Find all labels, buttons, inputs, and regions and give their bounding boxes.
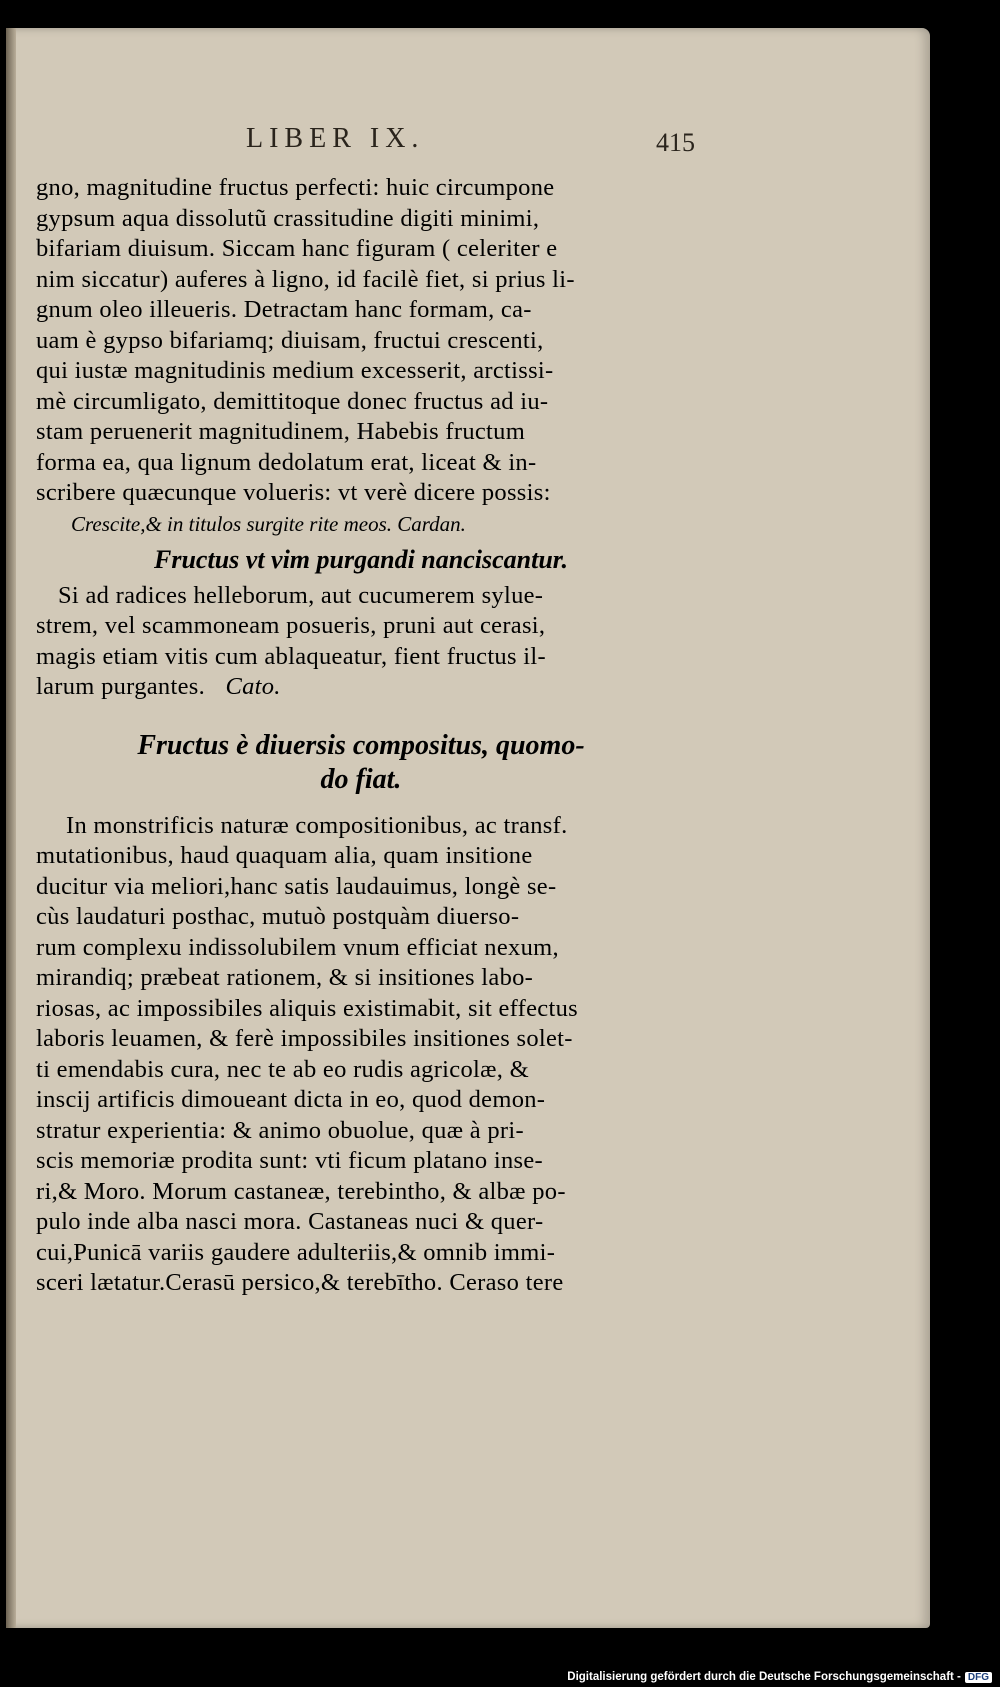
text-line	[36, 672, 686, 703]
text-line: gno, magnitudine fructus perfecti: huic circumpone	[36, 174, 555, 201]
text-line: ti emendabis cura, nec te ab eo rudis agricolæ, &	[36, 1055, 529, 1083]
text-line: uam è gypso bifariamq; diuisam, fructui crescenti,	[36, 326, 544, 354]
text-line: mè circumligato, demittitoque donec fructus ad iu-	[36, 387, 549, 415]
dfg-logo: DFG	[965, 1672, 992, 1683]
text-line: stam peruenerit magnitudinem, Habebis fructum	[36, 418, 526, 445]
text-line: In monstrificis naturæ compositionibus, ac transf.	[66, 811, 568, 839]
text-line: forma ea, qua lignum dedolatum erat, liceat & in-	[36, 448, 537, 476]
text-line: sceri lætatur.Cerasū persico,& terebītho. Ceraso tere	[36, 1269, 564, 1296]
credit-text: Digitalisierung gefördert durch die Deutsche Forschungsgemeinschaft -	[567, 1671, 961, 1683]
text-line: ducitur via meliori,hanc satis laudauimus, longè se-	[36, 872, 557, 900]
text-line: mirandiq; præbeat rationem, & si insitiones labo-	[36, 964, 534, 991]
text-line-part: larum purgantes.	[36, 673, 206, 700]
text-line: inscij artificis dimoueant dicta in eo, quod demon-	[36, 1086, 546, 1113]
page-gutter	[6, 28, 16, 1628]
verse-quote: Crescite,& in titulos surgite rite meos. Cardan.	[71, 511, 466, 536]
paragraph-1	[36, 173, 686, 509]
section-heading-2	[36, 729, 686, 797]
paragraph-3	[36, 811, 686, 1299]
text-line: gypsum aqua dissolutũ crassitudine digiti minimi,	[36, 204, 540, 232]
digitization-credit	[567, 1671, 992, 1683]
text-line: riosas, ac impossibiles aliquis existimabit, sit effectus	[36, 994, 578, 1022]
text-line: mutationibus, haud quaquam alia, quam insitione	[36, 842, 533, 869]
text-line: scis memoriæ prodita sunt: vti ficum platano inse-	[36, 1147, 543, 1174]
page-number: 415	[656, 128, 695, 157]
book-page	[6, 28, 930, 1628]
text-line: rum complexu indissolubilem vnum efficiat nexum,	[36, 933, 559, 961]
text-line: qui iustæ magnitudinis medium excesserit, arctissi-	[36, 357, 554, 384]
citation: Cato.	[225, 673, 281, 700]
text-line: magis etiam vitis cum ablaqueatur, fient fructus il-	[36, 642, 546, 670]
text-line: stratur experientia: & animo obuolue, quæ à pri-	[36, 1116, 524, 1144]
paragraph-2	[36, 581, 686, 703]
page-body	[36, 173, 686, 1299]
text-line: bifariam diuisum. Siccam hanc figuram ( celeriter e	[36, 235, 558, 262]
text-line: Si ad radices helleborum, aut cucumerem sylue-	[58, 581, 544, 609]
text-line: pulo inde alba nasci mora. Castaneas nuci & quer-	[36, 1208, 544, 1235]
text-line: laboris leuamen, & ferè impossibiles insitiones solet-	[36, 1025, 573, 1052]
text-line: cùs laudaturi posthac, mutuò postquàm diuerso-	[36, 903, 520, 930]
running-head: LIBER IX.	[246, 123, 425, 154]
text-line: ri,& Moro. Morum castaneæ, terebintho, & albæ po-	[36, 1177, 566, 1205]
text-line: strem, vel scammoneam posueris, pruni aut cerasi,	[36, 612, 546, 639]
heading-line: do fiat.	[320, 763, 402, 795]
text-line: cui,Punicā variis gaudere adulteriis,& omnib immi-	[36, 1238, 556, 1266]
heading-line: Fructus è diuersis compositus, quomo-	[137, 729, 585, 761]
text-line: gnum oleo illeueris. Detractam hanc formam, ca-	[36, 296, 532, 323]
text-line: scribere quæcunque volueris: vt verè dicere possis:	[36, 479, 551, 506]
section-heading: Fructus vt vim purgandi nanciscantur.	[154, 544, 568, 574]
text-line: nim siccatur) auferes à ligno, id facilè fiet, si prius li-	[36, 265, 575, 293]
